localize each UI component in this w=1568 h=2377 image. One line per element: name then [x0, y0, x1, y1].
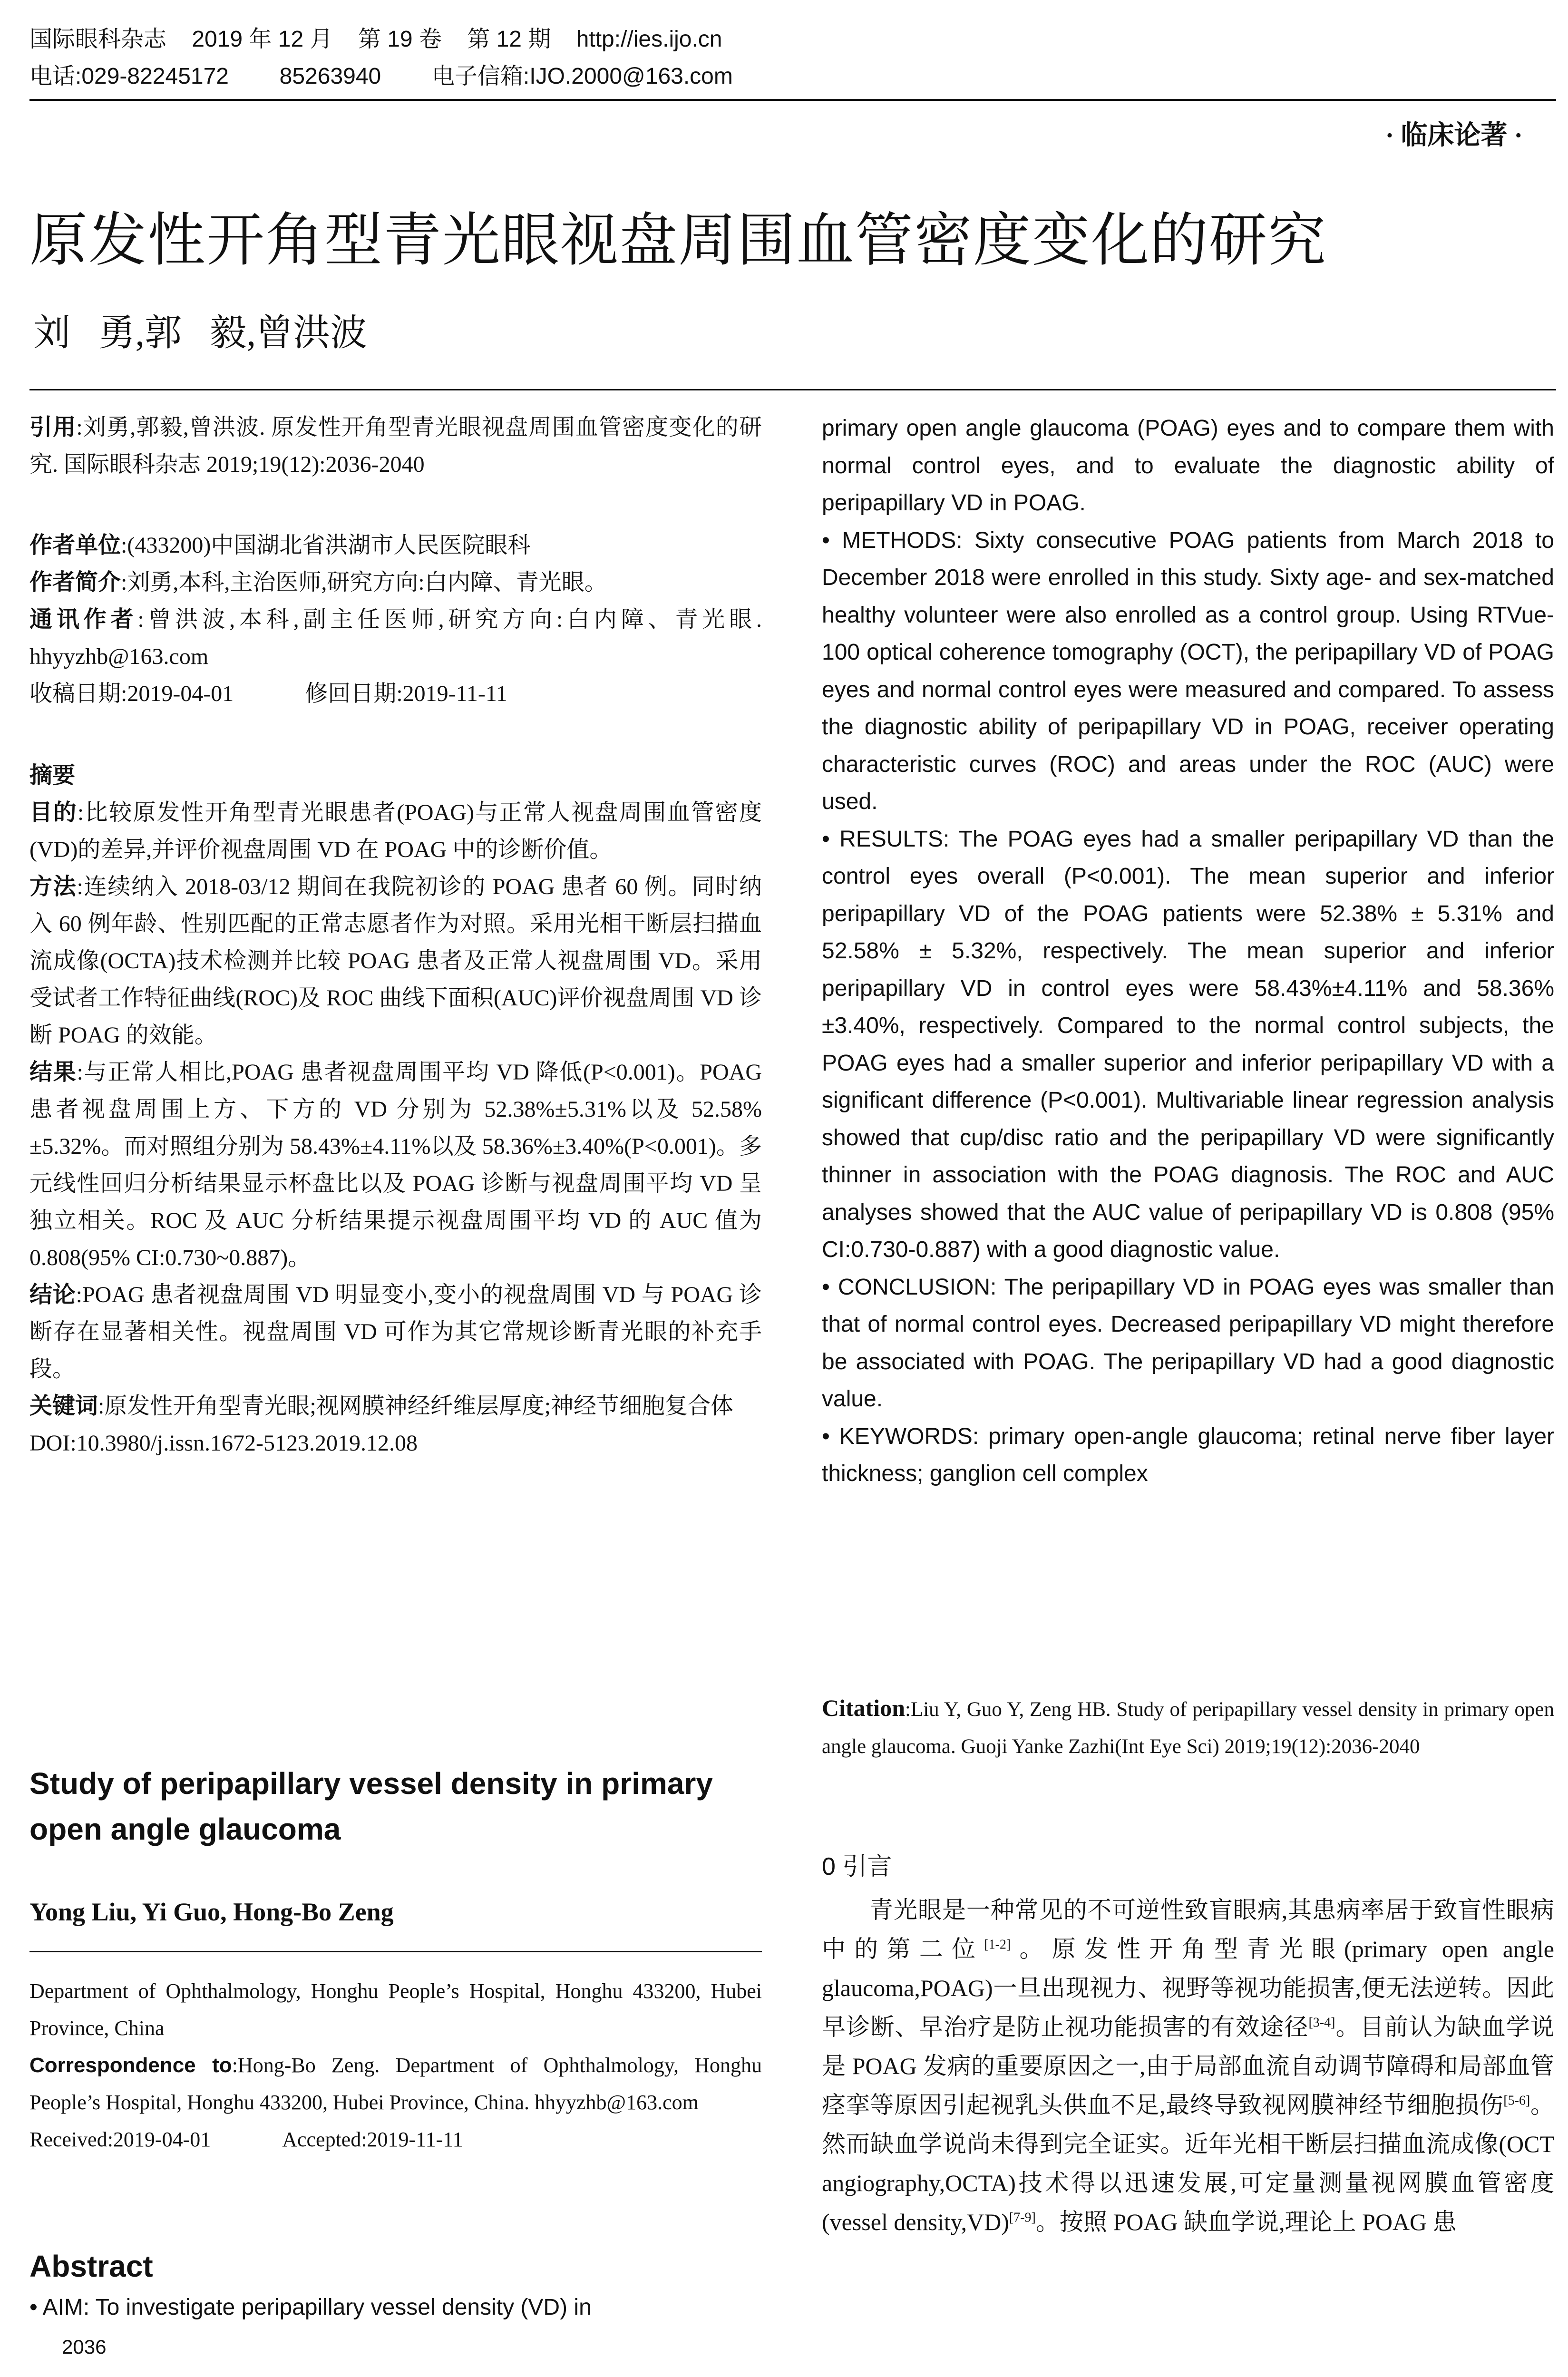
results-cn-text: :与正常人相比,POAG 患者视盘周围平均 VD 降低(P<0.001)。POAG 患者视盘周围上方、下方的 VD 分别为 52.38%±5.31%以及 52.58%±5.32%。而对照组分别为 58.43%±4.11%以及 58.36%±3.40%(P<0.001)。多元线性回归分析结果显示杯盘比以及 POAG 诊断与视盘周围平均 VD 呈独立相关。ROC 及 AUC 分析结果提示视盘周围平均 VD 的 AUC 值为 0.808(95% CI:0.730~0.887)。 — [29, 1060, 762, 1270]
header-rule — [29, 99, 1556, 101]
abstract-en-aim-cont: primary open angle glaucoma (POAG) eyes and to compare them with normal control eyes, and to evaluate the diagnostic ability of peripapillary VD in POAG. — [822, 416, 1554, 516]
english-corr-label: Correspondence to — [29, 2054, 232, 2077]
title-rule — [29, 389, 1556, 390]
intro-ref-3: [5-6] — [1503, 2093, 1530, 2108]
abstract-en-conclusion: • CONCLUSION: The peripapillary VD in POAG eyes was smaller than that of normal control eyes. Decreased peripapillary VD might therefore be associated with POAG. The peripapillary VD had a good diagnostic value. — [822, 1274, 1554, 1412]
english-received: Received:2019-04-01 — [29, 2128, 211, 2151]
revised-date: 修回日期:2019-11-11 — [305, 681, 508, 706]
intro-ref-1: [1-2] — [984, 1937, 1011, 1952]
intro-ref-2: [3-4] — [1308, 2015, 1335, 2030]
abstract-en-keywords: • KEYWORDS: primary open-angle glaucoma; retinal nerve fiber layer thickness; ganglion cell complex — [822, 1423, 1554, 1486]
english-corr-text: :Hong-Bo Zeng. Department of Ophthalmology, Honghu People’s Hospital, Honghu 433200, Hubei Province, China. hhyyzhb@163.com — [29, 2054, 762, 2114]
intro-text-1: 青光眼是一种常见的不可逆性致盲眼病,其患病率居于致盲性眼病中的第二位 — [822, 1897, 1554, 1962]
abstract-cn-heading: 摘要 — [29, 763, 76, 788]
intro-text-4: 。然而缺血学说尚未得到完全证实。近年光相干断层扫描血流成像(OCT angiography,OCTA)技术得以迅速发展,可定量测量视网膜血管密度(vessel density,VD) — [822, 2092, 1554, 2235]
english-authors: Yong Liu, Yi Guo, Hong-Bo Zeng — [29, 1898, 394, 1926]
author-info — [29, 527, 762, 712]
intro-heading: 0 引言 — [822, 1853, 892, 1880]
intro-ref-4: [7-9] — [1009, 2210, 1036, 2225]
abstract-en-results: • RESULTS: The POAG eyes had a smaller peripapillary VD than the control eyes overall (P<0.001). The mean superior and inferior peripapillary VD of the POAG patients were 52.38% ± 5.31% and 52.58% ± 5.32%, respectively. The mean superior and inferior peripapillary VD in control eyes were 58.43%±4.11% and 58.36%±3.40%, respectively. Compared to the normal control subjects, the POAG eyes had a smaller superior and inferior peripapillary VD with a significant difference (P<0.001). Multivariable linear regression analysis showed that cup/disc ratio and the peripapillary VD were significantly thinner in association with the POAG diagnosis. The ROC and AUC analyses showed that the AUC value of peripapillary VD is 0.808 (95% CI:0.730-0.887) with a good diagnostic value. — [822, 826, 1554, 1262]
english-title: Study of peripapillary vessel density in primary open angle glaucoma — [29, 1766, 713, 1846]
methods-cn-text: :连续纳入 2018-03/12 期间在我院初诊的 POAG 患者 60 例。同时纳入 60 例年龄、性别匹配的正常志愿者作为对照。采用光相干断层扫描血流成像(OCTA)技术检测并比较 POAG 患者及正常人视盘周围 VD。采用受试者工作特征曲线(ROC)及 ROC 曲线下面积(AUC)评价视盘周围 VD 诊断 POAG 的效能。 — [29, 874, 762, 1048]
abstract-en-aim-start: • AIM: To investigate peripapillary vessel density (VD) in — [29, 2295, 592, 2320]
intro-text-2: 。原发性开角型青光眼(primary open angle glaucoma,POAG)一旦出现视力、视野等视功能损害,便无法逆转。因此早诊断、早治疗是防止视功能损害的有效途径 — [822, 1936, 1554, 2040]
english-authors-rule — [29, 1951, 762, 1952]
page-number: 2036 — [62, 2336, 107, 2358]
keywords-cn-text: :原发性开角型青光眼;视网膜神经纤维层厚度;神经节细胞复合体 — [98, 1393, 734, 1419]
abstract-en — [822, 410, 1554, 1493]
corr-text: :曾洪波,本科,副主任医师,研究方向:白内障、青光眼. hhyyzhb@163.com — [29, 607, 762, 669]
bio-text: :刘勇,本科,主治医师,研究方向:白内障、青光眼。 — [121, 570, 607, 595]
citation-cn-text: :刘勇,郭毅,曾洪波. 原发性开角型青光眼视盘周围血管密度变化的研究. 国际眼科杂志 2019;19(12):2036-2040 — [29, 415, 762, 477]
english-affiliation — [29, 1973, 762, 2158]
journal-header-line1: 国际眼科杂志 2019 年 12 月 第 19 卷 第 12 期 http://ies.ijo.cn — [29, 27, 722, 52]
citation-en — [822, 1689, 1554, 1765]
citation-en-text: :Liu Y, Guo Y, Zeng HB. Study of peripapillary vessel density in primary open angle glaucoma. Guoji Yanke Zazhi(Int Eye Sci) 2019;19(12):2036-2040 — [822, 1698, 1554, 1758]
english-accepted: Accepted:2019-11-11 — [282, 2128, 463, 2151]
citation-cn-label: 引用 — [29, 415, 77, 440]
article-title: 原发性开角型青光眼视盘周围血管密度变化的研究 — [29, 208, 1327, 273]
citation-cn — [29, 409, 762, 483]
keywords-cn-label: 关键词 — [29, 1393, 98, 1419]
unit-text: :(433200)中国湖北省洪湖市人民医院眼科 — [121, 533, 531, 558]
abstract-en-methods: • METHODS: Sixty consecutive POAG patients from March 2018 to December 2018 were enrolled in this study. Sixty age- and sex-matched healthy volunteer were also enrolled as a control group. Using RTVue-100 optical coherence tomography (OCT), the peripapillary VD of POAG eyes and normal control eyes were measured and compared. To assess the diagnostic ability of peripapillary VD in POAG, receiver operating characteristic curves (ROC) and areas under the ROC (AUC) were used. — [822, 527, 1554, 814]
section-tag: · 临床论著 · — [1385, 121, 1523, 150]
aim-cn-label: 目的 — [29, 800, 78, 825]
conclusion-cn-label: 结论 — [29, 1282, 76, 1307]
corr-label: 通讯作者 — [29, 607, 138, 632]
bio-label: 作者简介 — [29, 570, 121, 595]
article-authors: 刘 勇,郭 毅,曾洪波 — [33, 312, 368, 353]
conclusion-cn-text: :POAG 患者视盘周围 VD 明显变小,变小的视盘周围 VD 与 POAG 诊断存在显著相关性。视盘周围 VD 可作为其它常规诊断青光眼的补充手段。 — [29, 1282, 762, 1382]
intro-paragraph — [822, 1890, 1554, 2241]
intro-text-5: 。按照 POAG 缺血学说,理论上 POAG 患 — [1035, 2209, 1457, 2235]
citation-en-label: Citation — [822, 1695, 905, 1721]
aim-cn-text: :比较原发性开角型青光眼患者(POAG)与正常人视盘周围血管密度(VD)的差异,并评价视盘周围 VD 在 POAG 中的诊断价值。 — [29, 800, 762, 862]
journal-header-line2: 电话:029-82245172 85263940 电子信箱:IJO.2000@163.com — [29, 64, 733, 89]
received-date: 收稿日期:2019-04-01 — [29, 681, 234, 706]
unit-label: 作者单位 — [29, 533, 121, 558]
abstract-cn — [29, 757, 762, 1462]
methods-cn-label: 方法 — [29, 874, 77, 899]
english-dept: Department of Ophthalmology, Honghu People’s Hospital, Honghu 433200, Hubei Province, China — [29, 1979, 762, 2040]
results-cn-label: 结果 — [29, 1060, 77, 1085]
doi: DOI:10.3980/j.issn.1672-5123.2019.12.08 — [29, 1431, 418, 1456]
abstract-en-heading: Abstract — [29, 2249, 153, 2283]
intro-text-3: 。目前认为缺血学说是 POAG 发病的重要原因之一,由于局部血流自动调节障碍和局部血管痉挛等原因引起视乳头供血不足,最终导致视网膜神经节细胞损伤 — [822, 2014, 1555, 2118]
